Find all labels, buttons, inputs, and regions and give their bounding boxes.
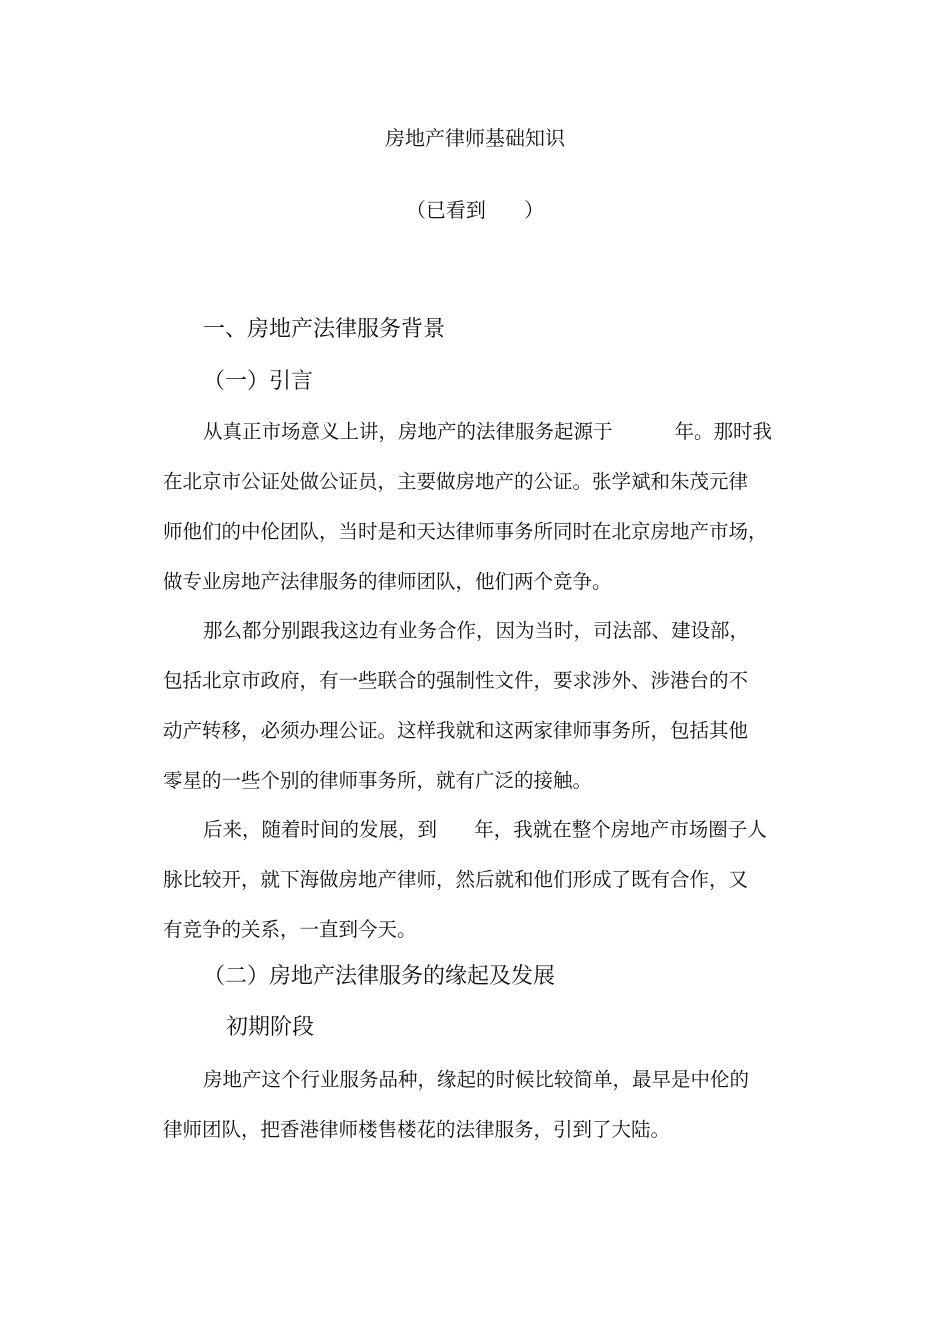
paragraph-line: 脉比较开，就下海做房地产律师，然后就和他们形成了既有合作，又: [163, 868, 749, 891]
paragraph-line: 那么都分别跟我这边有业务合作，因为当时，司法部、建设部，: [203, 619, 750, 642]
paragraph-line: 做专业房地产法律服务的律师团队，他们两个竞争。: [163, 570, 612, 593]
subsection-heading-introduction: （一）引言: [203, 369, 314, 394]
section-heading-background: 一、房地产法律服务背景: [203, 317, 446, 342]
paragraph-line: 后来，随着时间的发展，到 年，我就在整个房地产市场圈子人: [203, 818, 767, 841]
paragraph-origin: [163, 407, 789, 607]
subsection-heading-development: （二）房地产法律服务的缘起及发展: [203, 964, 556, 989]
stage-heading-initial: 初期阶段: [226, 1015, 315, 1040]
paragraph-line: 房地产这个行业服务品种，缘起的时候比较简单，最早是中伦的: [203, 1068, 750, 1091]
paragraph-line: 从真正市场意义上讲，房地产的法律服务起源于 年。那时我: [203, 420, 772, 443]
document-title: 房地产律师基础知识: [385, 126, 565, 150]
paragraph-cooperation: [163, 606, 789, 806]
paragraph-line: 包括北京市政府，有一些联合的强制性文件，要求涉外、涉港台的不: [163, 669, 749, 692]
paragraph-line: 有竞争的关系，一直到今天。: [163, 918, 417, 941]
paragraph-line: 动产转移，必须办理公证。这样我就和这两家律师事务所，包括其他: [163, 719, 749, 742]
document-subtitle: （已看到 ）: [405, 198, 545, 222]
paragraph-line: 零星的一些个别的律师事务所，就有广泛的接触。: [163, 769, 593, 792]
paragraph-initial-stage: [163, 1055, 789, 1155]
paragraph-later: [163, 805, 789, 955]
paragraph-line: 在北京市公证处做公证员，主要做房地产的公证。张学斌和朱茂元律: [163, 470, 749, 493]
paragraph-line: 师他们的中伦团队，当时是和天达律师事务所同时在北京房地产市场，: [163, 520, 768, 543]
paragraph-line: 律师团队，把香港律师楼售楼花的法律服务，引到了大陆。: [163, 1118, 671, 1141]
